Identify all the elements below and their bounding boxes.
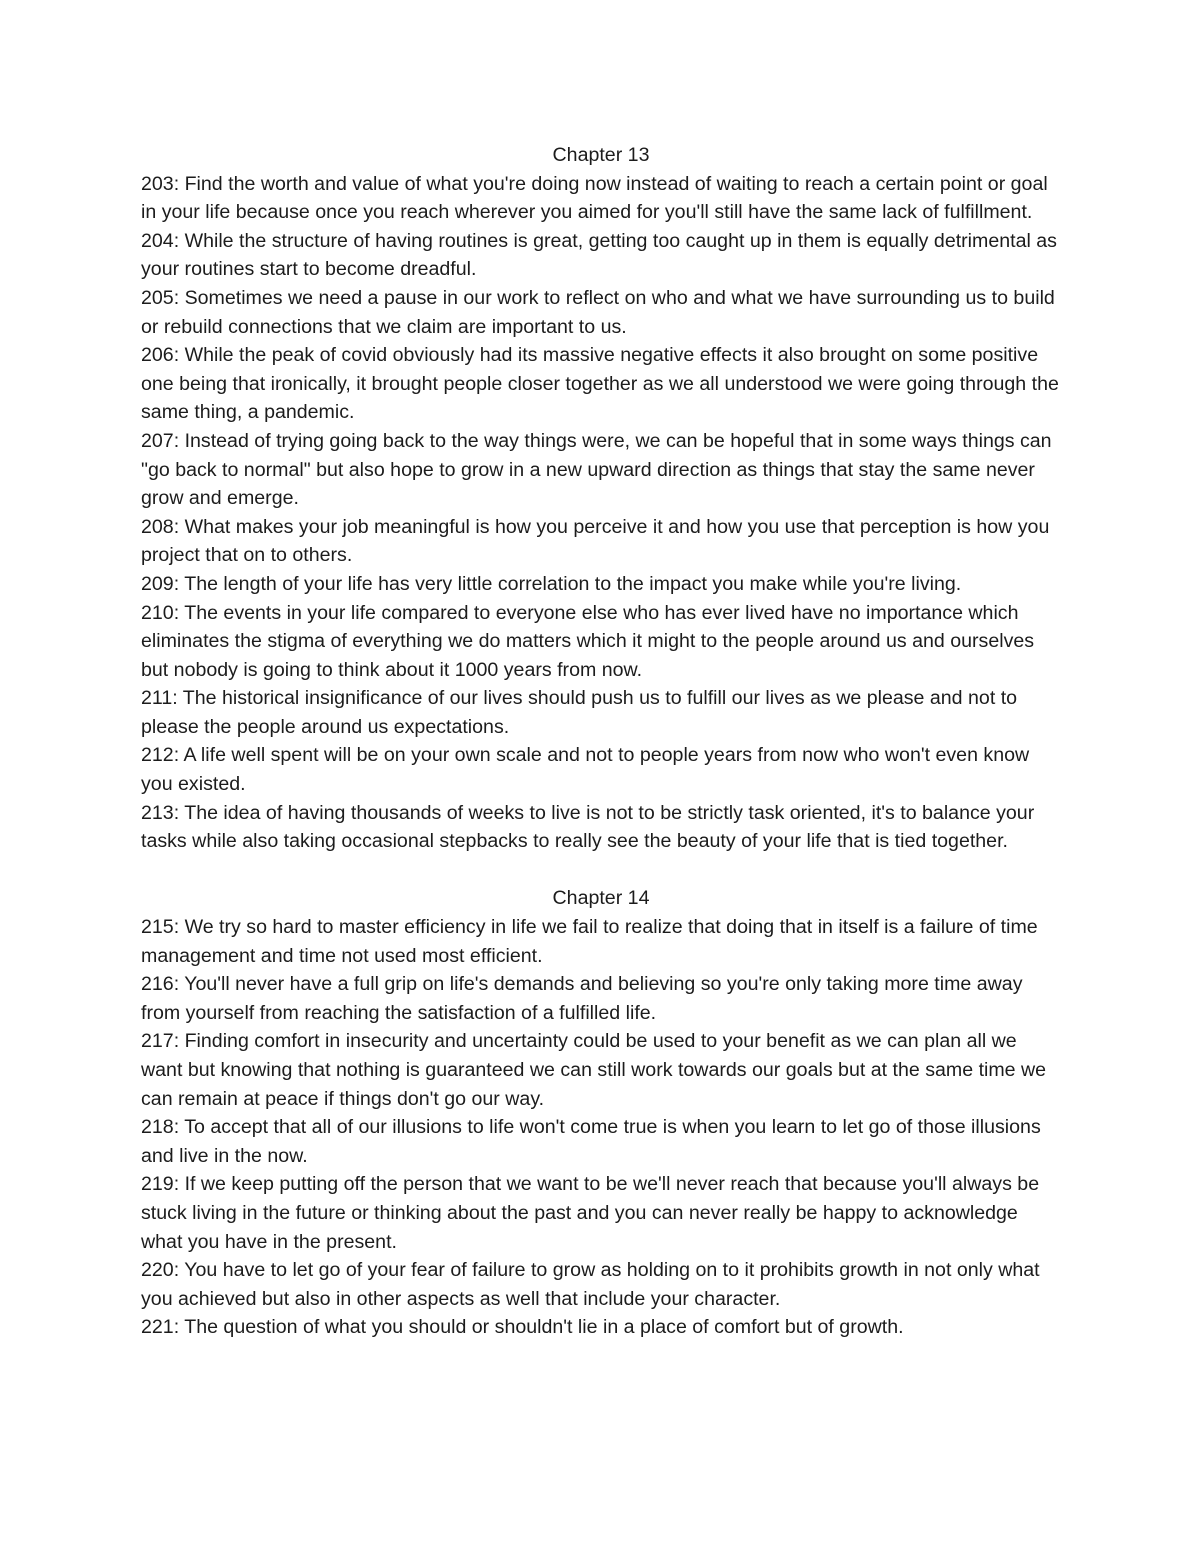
entry-210: 210: The events in your life compared to everyone else who has ever lived have no importance which eliminates the stigma of everything we do matters which it might to the people around us and ourselves but nobody is going to think about it 1000 years from now. bbox=[141, 601, 1035, 681]
entry-220: 220: You have to let go of your fear of failure to grow as holding on to it prohibits growth in not only what you achieved but also in other aspects as well that include your character. bbox=[141, 1259, 1040, 1310]
entry-216: 216: You'll never have a full grip on life's demands and believing so you're only taking more time away from yourself from reaching the satisfaction of a fulfilled life. bbox=[141, 973, 1023, 1024]
entry-205: 205: Sometimes we need a pause in our work to reflect on who and what we have surrounding us to build or rebuild connections that we claim are important to us. bbox=[141, 286, 1055, 338]
entry-213: 213: The idea of having thousands of weeks to live is not to be strictly task oriented, it's to balance your tasks while also taking occasional stepbacks to really see the beauty of your life that is tied together. bbox=[141, 801, 1035, 853]
entry-204: 204: While the structure of having routines is great, getting too caught up in them is equally detrimental as your routines start to become dreadful. bbox=[141, 229, 1057, 281]
chapter-title: Chapter 14 bbox=[552, 887, 650, 910]
chapter-14 bbox=[141, 884, 1061, 1342]
entry-203: 203: Find the worth and value of what you're doing now instead of waiting to reach a certain point or goal in your life because once you reach wherever you aimed for you'll still have the same lack of fulfillment. bbox=[141, 172, 1048, 224]
entry-215: 215: We try so hard to master efficiency in life we fail to realize that doing that in itself is a failure of time management and time not used most efficient. bbox=[141, 916, 1038, 967]
entry-212: 212: A life well spent will be on your own scale and not to people years from now who won't even know you existed. bbox=[141, 744, 1030, 796]
entry-217: 217: Finding comfort in insecurity and uncertainty could be used to your benefit as we can plan all we want but knowing that nothing is guaranteed we can still work towards our goals but at the same time we can remain at peace if things don't go our way. bbox=[141, 1030, 1047, 1110]
document-body bbox=[141, 141, 1061, 1342]
entry-218: 218: To accept that all of our illusions to life won't come true is when you learn to let go of those illusions and live in the now. bbox=[141, 1116, 1041, 1167]
chapter-13 bbox=[141, 141, 1061, 856]
entry-221: 221: The question of what you should or shouldn't lie in a place of comfort but of growth. bbox=[141, 1316, 904, 1339]
chapter-title: Chapter 13 bbox=[552, 144, 650, 166]
entry-207: 207: Instead of trying going back to the way things were, we can be hopeful that in some ways things can "go back to normal" but also hope to grow in a new upward direction as things that stay the same never grow and emerge. bbox=[141, 429, 1052, 510]
entry-219: 219: If we keep putting off the person that we want to be we'll never reach that because you'll always be stuck living in the future or thinking about the past and you can never really be happy to acknowledge what you have in the present. bbox=[141, 1173, 1040, 1253]
entry-211: 211: The historical insignificance of our lives should push us to fulfill our lives as we please and not to please the people around us expectations. bbox=[141, 687, 1018, 738]
entry-208: 208: What makes your job meaningful is how you perceive it and how you use that perception is how you project that on to others. bbox=[141, 515, 1050, 567]
entry-206: 206: While the peak of covid obviously had its massive negative effects it also brought on some positive one being that ironically, it brought people closer together as we all understood we were going through the same thing, a pandemic. bbox=[141, 344, 1059, 424]
entry-209: 209: The length of your life has very little correlation to the impact you make while you're living. bbox=[141, 572, 962, 595]
